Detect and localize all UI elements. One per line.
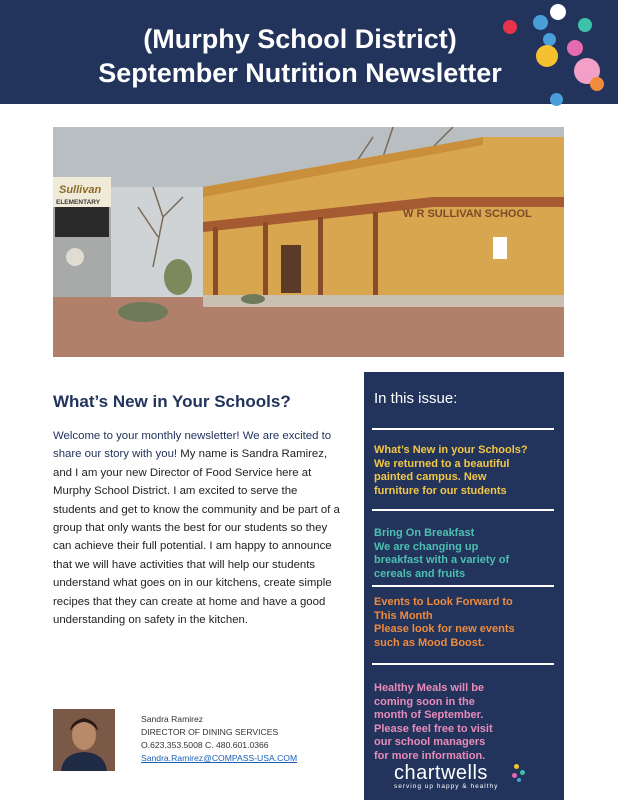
decor-dot-icon [536,45,558,67]
contact-email-link[interactable]: Sandra.Ramirez@COMPASS-USA.COM [141,753,298,763]
divider [372,663,554,665]
logo-wordmark: chartwells [394,762,488,784]
director-photo [53,709,115,771]
welcome-body: My name is Sandra Ramirez, and I am your new Director of Food Service here at Murphy School District. I am excited to serve the students and get to know the community and be part of a group that only wants the best for our students so they can achieve their full potential. I am happy to announce that we will have activities that will help our students understand what goes on in our kitchens, create simple recipes that they can create at home and have a good understanding on safety in the kitchen. [53,448,340,627]
logo-sparkle-icon [517,778,521,782]
divider [372,585,554,587]
newsletter-header [0,0,618,104]
contact-block [141,713,297,765]
logo-sparkle-icon [514,764,519,769]
newsletter-title: (Murphy School District) September Nutrition Newsletter [98,24,502,88]
building-sign: W R SULLIVAN SCHOOL [403,208,532,220]
sidebar-title: In this issue: [374,390,458,407]
in-this-issue-sidebar [364,372,564,800]
decor-dot-icon [550,4,566,20]
contact-phones: O.623.353.5008 C. 480.601.0366 [141,740,269,750]
issue-item: Healthy Meals will be coming soon in the month of September. Please feel free to visit our school managers for more information. [374,682,493,762]
chartwells-logo [394,762,498,790]
logo-sparkle-icon [512,773,517,778]
decor-dot-icon [503,20,517,34]
logo-tagline: serving up happy & healthy [394,783,499,790]
issue-item: What’s New in your Schools? We returned to a beautiful painted campus. New furniture for our students [374,444,528,497]
decor-dot-icon [578,18,592,32]
decor-dot-icon [533,15,548,30]
marquee-sub: ELEMENTARY [56,199,101,206]
welcome-lead: Welcome to your monthly newsletter! We are excited to share our story with you! [53,430,332,461]
contact-title: DIRECTOR OF DINING SERVICES [141,727,279,737]
marquee-name: Sullivan [59,184,102,196]
section-heading: What’s New in Your Schools? [53,392,291,411]
issue-item: Bring On Breakfast We are changing up breakfast with a variety of cereals and fruits [374,527,510,580]
decor-dot-icon [550,93,563,106]
welcome-text [53,427,343,629]
decor-dot-icon [543,33,556,46]
contact-name: Sandra Ramirez [141,714,204,724]
issue-item: Events to Look Forward to This Month Please look for new events such as Mood Boost. [374,596,515,649]
logo-sparkle-icon [520,770,525,775]
divider [372,509,554,511]
decor-dot-icon [567,40,583,56]
school-photo [53,127,564,357]
divider [372,428,554,430]
decor-dot-icon [590,77,604,91]
